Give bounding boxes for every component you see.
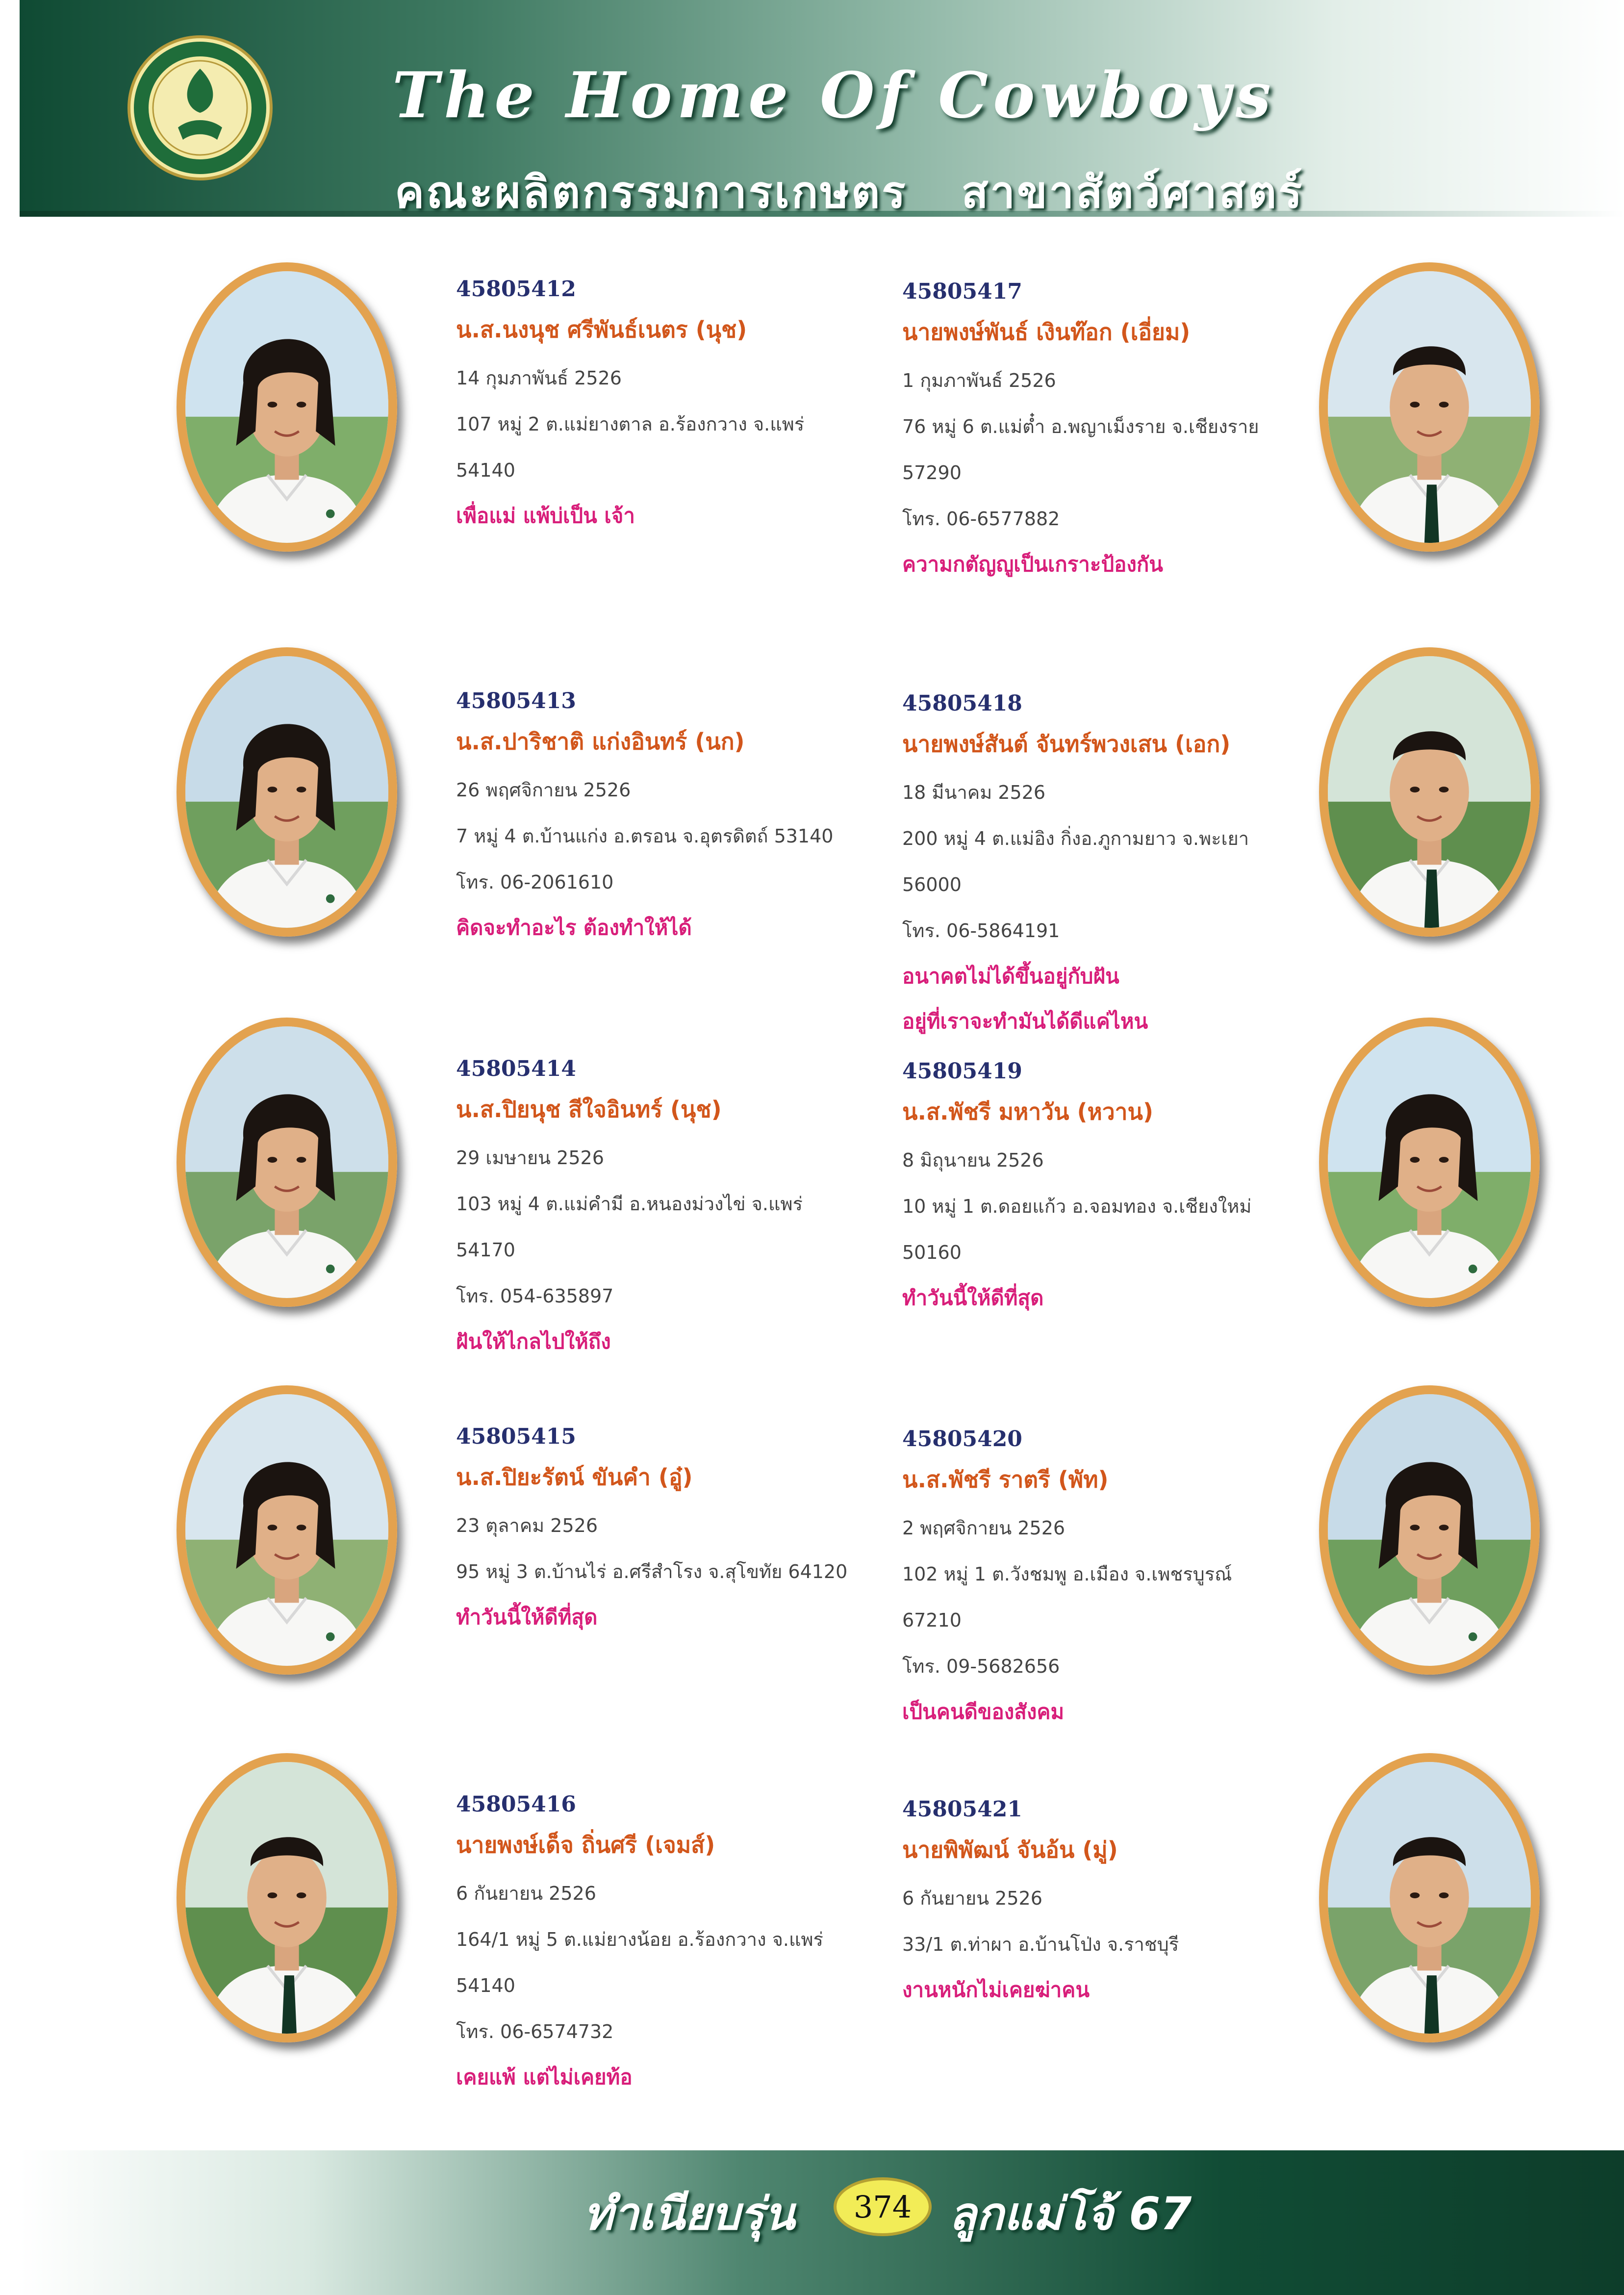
student-motto: เคยแพ้ แต่ไม่เคยท้อ — [456, 2065, 633, 2089]
student-id: 45805413 — [456, 688, 576, 714]
student-photo — [1319, 647, 1540, 937]
student-motto: งานหนักไม่เคยฆ่าคน — [902, 1978, 1090, 2002]
student-detail: 102 หมู่ 1 ต.วังชมพู อ.เมือง จ.เพชรบูรณ์ — [902, 1563, 1232, 1585]
student-detail: 10 หมู่ 1 ต.ดอยแก้ว อ.จอมทอง จ.เชียงใหม่ — [902, 1196, 1252, 1217]
student-entry — [456, 275, 897, 538]
student-detail: 29 เมษายน 2526 — [456, 1147, 604, 1169]
student-detail: 54140 — [456, 1975, 515, 1996]
student-photo — [177, 647, 397, 937]
student-entry — [902, 1795, 1344, 2013]
student-motto: อนาคตไม่ได้ขึ้นอยู่กับฝัน — [902, 964, 1119, 988]
student-detail: 18 มีนาคม 2526 — [902, 782, 1046, 803]
student-entry — [902, 689, 1344, 1044]
student-detail: 7 หมู่ 4 ต.บ้านแก่ง อ.ตรอน จ.อุตรดิตถ์ 53140 — [456, 825, 834, 847]
student-name: นายพิพัฒน์ จันอ้น (มู่) — [902, 1836, 1118, 1863]
student-photo — [177, 1385, 397, 1675]
student-name: น.ส.พัชรี ราตรี (พัท) — [902, 1466, 1109, 1493]
student-entry — [902, 1057, 1344, 1321]
student-id: 45805416 — [456, 1792, 576, 1817]
student-detail: 95 หมู่ 3 ต.บ้านไร่ อ.ศรีสำโรง จ.สุโขทัย 64120 — [456, 1561, 848, 1582]
student-detail: โทร. 06-5864191 — [902, 920, 1060, 942]
student-motto: คิดจะทำอะไร ต้องทำให้ได้ — [456, 916, 692, 940]
student-photo — [1319, 1753, 1540, 2042]
student-photo — [1319, 262, 1540, 552]
student-motto: ความกตัญญูเป็นเกราะป้องกัน — [902, 552, 1163, 576]
student-detail: โทร. 06-6577882 — [902, 508, 1060, 530]
student-photo — [177, 1753, 397, 2042]
student-detail: โทร. 054-635897 — [456, 1285, 614, 1307]
student-name: น.ส.ปิยะรัตน์ ขันคำ (อู๋) — [456, 1464, 693, 1490]
student-detail: 33/1 ต.ท่าผา อ.บ้านโป่ง จ.ราชบุรี — [902, 1934, 1179, 1955]
student-photo — [1319, 1385, 1540, 1675]
student-id: 45805412 — [456, 277, 576, 302]
university-seal-icon — [127, 34, 274, 181]
student-name: น.ส.นงนุช ศรีพันธ์เนตร (นุช) — [456, 316, 747, 343]
student-motto: อยู่ที่เราจะทำมันได้ดีแค่ไหน — [902, 1009, 1148, 1033]
student-detail: 14 กุมภาพันธ์ 2526 — [456, 367, 622, 389]
student-id: 45805419 — [902, 1059, 1022, 1084]
student-detail: 6 กันยายน 2526 — [902, 1887, 1042, 1909]
student-detail: 2 พฤศจิกายน 2526 — [902, 1517, 1066, 1539]
student-id: 45805420 — [902, 1427, 1022, 1452]
student-name: น.ส.พัชรี มหาวัน (หวาน) — [902, 1098, 1153, 1125]
student-detail: โทร. 06-2061610 — [456, 871, 614, 893]
student-entry — [456, 1422, 897, 1640]
student-name: นายพงษ์พันธ์ เงินท๊อก (เอี่ยม) — [902, 319, 1191, 345]
student-detail: 107 หมู่ 2 ต.แม่ยางตาล อ.ร้องกวาง จ.แพร่ — [456, 413, 805, 435]
student-detail: โทร. 06-6574732 — [456, 2021, 614, 2042]
student-motto: ฝันให้ไกลไปให้ถึง — [456, 1329, 611, 1353]
student-detail: 1 กุมภาพันธ์ 2526 — [902, 370, 1056, 391]
student-entry — [456, 687, 897, 950]
page-number: 374 — [834, 2177, 932, 2236]
student-motto: เป็นคนดีของสังคม — [902, 1700, 1065, 1724]
student-detail: 54140 — [456, 459, 515, 481]
faculty-name: คณะผลิตกรรมการเกษตร — [395, 167, 908, 218]
student-motto: เพื่อแม่ แพ้บ่เป็น เจ้า — [456, 504, 635, 528]
student-id: 45805421 — [902, 1797, 1022, 1822]
student-id: 45805417 — [902, 279, 1022, 304]
student-detail: 56000 — [902, 874, 962, 895]
student-detail: 200 หมู่ 4 ต.แม่อิง กิ่งอ.ภูกามยาว จ.พะเยา — [902, 828, 1249, 849]
student-photo — [177, 262, 397, 552]
footer-directory-label: ทำเนียบรุ่น — [584, 2188, 795, 2240]
student-detail: 23 ตุลาคม 2526 — [456, 1515, 598, 1536]
header-title: The Home Of Cowboys — [392, 59, 1276, 132]
header-subtitle — [395, 157, 1358, 227]
student-entry — [902, 277, 1344, 587]
student-entry — [456, 1054, 897, 1364]
student-name: นายพงษ์เด็จ ถิ่นศรี (เจมส์) — [456, 1832, 715, 1858]
student-name: นายพงษ์สันต์ จันทร์พวงเสน (เอก) — [902, 731, 1231, 757]
student-photo — [1319, 1018, 1540, 1307]
student-id: 45805414 — [456, 1056, 576, 1081]
student-detail: 164/1 หมู่ 5 ต.แม่ยางน้อย อ.ร้องกวาง จ.แพร่ — [456, 1929, 823, 1950]
student-entry — [456, 1790, 897, 2100]
major-name: สาขาสัตว์ศาสตร์ — [961, 167, 1304, 218]
footer-class-label: ลูกแม่โจ้ 67 — [949, 2188, 1192, 2240]
student-detail: 8 มิถุนายน 2526 — [902, 1149, 1044, 1171]
student-name: น.ส.ปิยนุช สีใจอินทร์ (นุช) — [456, 1096, 722, 1122]
student-detail: 26 พฤศจิกายน 2526 — [456, 779, 631, 801]
page-footer — [20, 2150, 1624, 2295]
student-detail: โทร. 09-5682656 — [902, 1656, 1060, 1677]
student-name: น.ส.ปาริชาติ แก่งอินทร์ (นก) — [456, 728, 745, 755]
student-detail: 76 หมู่ 6 ต.แม่ต๋ำ อ.พญาเม็งราย จ.เชียงราย — [902, 416, 1259, 437]
student-entry — [902, 1425, 1344, 1734]
student-id: 45805418 — [902, 691, 1022, 716]
student-photo — [177, 1018, 397, 1307]
student-motto: ทำวันนี้ให้ดีที่สุด — [456, 1605, 598, 1629]
student-detail: 6 กันยายน 2526 — [456, 1883, 596, 1904]
student-detail: 67210 — [902, 1609, 962, 1631]
student-motto: ทำวันนี้ให้ดีที่สุด — [902, 1286, 1044, 1310]
student-detail: 57290 — [902, 462, 962, 484]
student-id: 45805415 — [456, 1424, 576, 1449]
student-detail: 54170 — [456, 1239, 515, 1261]
student-detail: 103 หมู่ 4 ต.แม่คำมี อ.หนองม่วงไข่ จ.แพร่ — [456, 1193, 803, 1215]
student-detail: 50160 — [902, 1242, 962, 1263]
